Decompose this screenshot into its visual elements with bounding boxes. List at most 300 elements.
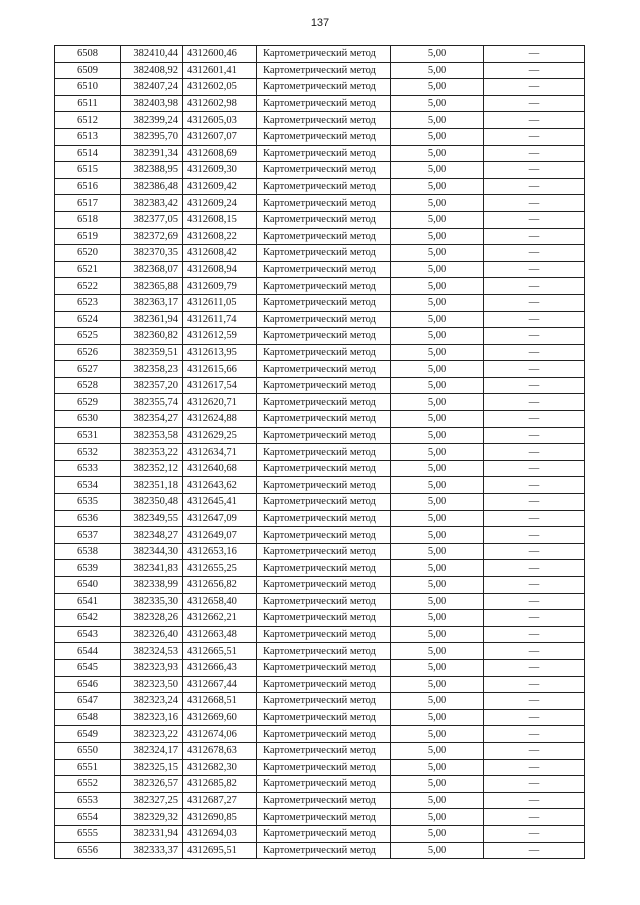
accuracy-cell: 5,00: [391, 162, 484, 179]
accuracy-cell: 5,00: [391, 278, 484, 295]
point-number-cell: 6527: [55, 361, 121, 378]
accuracy-cell: 5,00: [391, 693, 484, 710]
accuracy-cell: 5,00: [391, 577, 484, 594]
table-row: [55, 62, 585, 79]
table-row: [55, 726, 585, 743]
description-cell: —: [484, 577, 585, 594]
accuracy-cell: 5,00: [391, 128, 484, 145]
accuracy-cell: 5,00: [391, 444, 484, 461]
description-cell: —: [484, 494, 585, 511]
x-coordinate-cell: 382368,07: [121, 261, 183, 278]
y-coordinate-cell: 4312667,44: [183, 676, 257, 693]
method-cell: Картометрический метод: [257, 610, 391, 627]
accuracy-cell: 5,00: [391, 593, 484, 610]
point-number-cell: 6512: [55, 112, 121, 129]
table-row: [55, 361, 585, 378]
table-row: [55, 510, 585, 527]
y-coordinate-cell: 4312608,94: [183, 261, 257, 278]
x-coordinate-cell: 382323,50: [121, 676, 183, 693]
description-cell: —: [484, 792, 585, 809]
x-coordinate-cell: 382386,48: [121, 178, 183, 195]
method-cell: Картометрический метод: [257, 361, 391, 378]
description-cell: —: [484, 328, 585, 345]
point-number-cell: 6528: [55, 377, 121, 394]
x-coordinate-cell: 382395,70: [121, 128, 183, 145]
point-number-cell: 6515: [55, 162, 121, 179]
y-coordinate-cell: 4312607,07: [183, 128, 257, 145]
point-number-cell: 6552: [55, 776, 121, 793]
y-coordinate-cell: 4312608,15: [183, 211, 257, 228]
point-number-cell: 6553: [55, 792, 121, 809]
description-cell: —: [484, 112, 585, 129]
accuracy-cell: 5,00: [391, 245, 484, 262]
table-row: [55, 742, 585, 759]
x-coordinate-cell: 382355,74: [121, 394, 183, 411]
x-coordinate-cell: 382410,44: [121, 46, 183, 63]
page-number: 137: [310, 17, 330, 29]
accuracy-cell: 5,00: [391, 776, 484, 793]
accuracy-cell: 5,00: [391, 294, 484, 311]
table-row: [55, 693, 585, 710]
point-number-cell: 6554: [55, 809, 121, 826]
method-cell: Картометрический метод: [257, 460, 391, 477]
point-number-cell: 6543: [55, 626, 121, 643]
table-row: [55, 261, 585, 278]
description-cell: —: [484, 659, 585, 676]
method-cell: Картометрический метод: [257, 411, 391, 428]
y-coordinate-cell: 4312629,25: [183, 427, 257, 444]
table-row: [55, 294, 585, 311]
table-row: [55, 112, 585, 129]
y-coordinate-cell: 4312687,27: [183, 792, 257, 809]
y-coordinate-cell: 4312602,05: [183, 79, 257, 96]
point-number-cell: 6520: [55, 245, 121, 262]
x-coordinate-cell: 382323,24: [121, 693, 183, 710]
table-row: [55, 427, 585, 444]
method-cell: Картометрический метод: [257, 228, 391, 245]
description-cell: —: [484, 211, 585, 228]
accuracy-cell: 5,00: [391, 676, 484, 693]
accuracy-cell: 5,00: [391, 726, 484, 743]
accuracy-cell: 5,00: [391, 825, 484, 842]
accuracy-cell: 5,00: [391, 112, 484, 129]
accuracy-cell: 5,00: [391, 195, 484, 212]
y-coordinate-cell: 4312600,46: [183, 46, 257, 63]
x-coordinate-cell: 382365,88: [121, 278, 183, 295]
point-number-cell: 6541: [55, 593, 121, 610]
point-number-cell: 6518: [55, 211, 121, 228]
accuracy-cell: 5,00: [391, 311, 484, 328]
point-number-cell: 6530: [55, 411, 121, 428]
table-row: [55, 776, 585, 793]
point-number-cell: 6523: [55, 294, 121, 311]
y-coordinate-cell: 4312678,63: [183, 742, 257, 759]
y-coordinate-cell: 4312682,30: [183, 759, 257, 776]
method-cell: Картометрический метод: [257, 112, 391, 129]
y-coordinate-cell: 4312620,71: [183, 394, 257, 411]
y-coordinate-cell: 4312611,74: [183, 311, 257, 328]
description-cell: —: [484, 46, 585, 63]
y-coordinate-cell: 4312674,06: [183, 726, 257, 743]
point-number-cell: 6551: [55, 759, 121, 776]
y-coordinate-cell: 4312609,24: [183, 195, 257, 212]
method-cell: Картометрический метод: [257, 494, 391, 511]
table-row: [55, 79, 585, 96]
table-row: [55, 842, 585, 859]
description-cell: —: [484, 742, 585, 759]
accuracy-cell: 5,00: [391, 211, 484, 228]
point-number-cell: 6525: [55, 328, 121, 345]
method-cell: Картометрический метод: [257, 344, 391, 361]
description-cell: —: [484, 527, 585, 544]
point-number-cell: 6517: [55, 195, 121, 212]
point-number-cell: 6539: [55, 560, 121, 577]
method-cell: Картометрический метод: [257, 510, 391, 527]
point-number-cell: 6555: [55, 825, 121, 842]
method-cell: Картометрический метод: [257, 825, 391, 842]
method-cell: Картометрический метод: [257, 211, 391, 228]
table-row: [55, 211, 585, 228]
x-coordinate-cell: 382323,22: [121, 726, 183, 743]
table-row: [55, 411, 585, 428]
x-coordinate-cell: 382327,25: [121, 792, 183, 809]
table-row: [55, 577, 585, 594]
point-number-cell: 6521: [55, 261, 121, 278]
y-coordinate-cell: 4312617,54: [183, 377, 257, 394]
method-cell: Картометрический метод: [257, 79, 391, 96]
y-coordinate-cell: 4312609,79: [183, 278, 257, 295]
accuracy-cell: 5,00: [391, 178, 484, 195]
accuracy-cell: 5,00: [391, 79, 484, 96]
accuracy-cell: 5,00: [391, 228, 484, 245]
point-number-cell: 6537: [55, 527, 121, 544]
table-row: [55, 377, 585, 394]
point-number-cell: 6550: [55, 742, 121, 759]
x-coordinate-cell: 382383,42: [121, 195, 183, 212]
x-coordinate-cell: 382372,69: [121, 228, 183, 245]
method-cell: Картометрический метод: [257, 577, 391, 594]
x-coordinate-cell: 382357,20: [121, 377, 183, 394]
method-cell: Картометрический метод: [257, 294, 391, 311]
x-coordinate-cell: 382360,82: [121, 328, 183, 345]
x-coordinate-cell: 382350,48: [121, 494, 183, 511]
x-coordinate-cell: 382359,51: [121, 344, 183, 361]
table-row: [55, 626, 585, 643]
description-cell: —: [484, 178, 585, 195]
method-cell: Картометрический метод: [257, 427, 391, 444]
x-coordinate-cell: 382370,35: [121, 245, 183, 262]
method-cell: Картометрический метод: [257, 643, 391, 660]
y-coordinate-cell: 4312643,62: [183, 477, 257, 494]
y-coordinate-cell: 4312613,95: [183, 344, 257, 361]
table-body: [55, 46, 585, 859]
coordinates-table: [54, 45, 585, 859]
table-row: [55, 792, 585, 809]
table-row: [55, 145, 585, 162]
accuracy-cell: 5,00: [391, 610, 484, 627]
y-coordinate-cell: 4312608,69: [183, 145, 257, 162]
accuracy-cell: 5,00: [391, 759, 484, 776]
x-coordinate-cell: 382333,37: [121, 842, 183, 859]
x-coordinate-cell: 382361,94: [121, 311, 183, 328]
y-coordinate-cell: 4312663,48: [183, 626, 257, 643]
method-cell: Картометрический метод: [257, 776, 391, 793]
table-row: [55, 825, 585, 842]
accuracy-cell: 5,00: [391, 709, 484, 726]
accuracy-cell: 5,00: [391, 809, 484, 826]
y-coordinate-cell: 4312615,66: [183, 361, 257, 378]
table-row: [55, 178, 585, 195]
x-coordinate-cell: 382348,27: [121, 527, 183, 544]
accuracy-cell: 5,00: [391, 145, 484, 162]
point-number-cell: 6519: [55, 228, 121, 245]
y-coordinate-cell: 4312669,60: [183, 709, 257, 726]
method-cell: Картометрический метод: [257, 842, 391, 859]
table-row: [55, 709, 585, 726]
point-number-cell: 6544: [55, 643, 121, 660]
description-cell: —: [484, 709, 585, 726]
method-cell: Картометрический метод: [257, 178, 391, 195]
x-coordinate-cell: 382324,53: [121, 643, 183, 660]
y-coordinate-cell: 4312694,03: [183, 825, 257, 842]
accuracy-cell: 5,00: [391, 560, 484, 577]
x-coordinate-cell: 382388,95: [121, 162, 183, 179]
description-cell: —: [484, 825, 585, 842]
accuracy-cell: 5,00: [391, 477, 484, 494]
x-coordinate-cell: 382352,12: [121, 460, 183, 477]
point-number-cell: 6542: [55, 610, 121, 627]
method-cell: Картометрический метод: [257, 444, 391, 461]
y-coordinate-cell: 4312612,59: [183, 328, 257, 345]
point-number-cell: 6526: [55, 344, 121, 361]
point-number-cell: 6549: [55, 726, 121, 743]
y-coordinate-cell: 4312611,05: [183, 294, 257, 311]
point-number-cell: 6514: [55, 145, 121, 162]
method-cell: Картометрический метод: [257, 311, 391, 328]
description-cell: —: [484, 560, 585, 577]
accuracy-cell: 5,00: [391, 377, 484, 394]
accuracy-cell: 5,00: [391, 626, 484, 643]
y-coordinate-cell: 4312656,82: [183, 577, 257, 594]
accuracy-cell: 5,00: [391, 792, 484, 809]
y-coordinate-cell: 4312653,16: [183, 543, 257, 560]
method-cell: Картометрический метод: [257, 527, 391, 544]
point-number-cell: 6522: [55, 278, 121, 295]
table-row: [55, 560, 585, 577]
description-cell: —: [484, 95, 585, 112]
y-coordinate-cell: 4312685,82: [183, 776, 257, 793]
method-cell: Картометрический метод: [257, 593, 391, 610]
x-coordinate-cell: 382335,30: [121, 593, 183, 610]
accuracy-cell: 5,00: [391, 427, 484, 444]
point-number-cell: 6540: [55, 577, 121, 594]
table-row: [55, 676, 585, 693]
method-cell: Картометрический метод: [257, 693, 391, 710]
method-cell: Картометрический метод: [257, 62, 391, 79]
method-cell: Картометрический метод: [257, 726, 391, 743]
method-cell: Картометрический метод: [257, 394, 391, 411]
table-row: [55, 311, 585, 328]
x-coordinate-cell: 382329,32: [121, 809, 183, 826]
description-cell: —: [484, 460, 585, 477]
y-coordinate-cell: 4312668,51: [183, 693, 257, 710]
x-coordinate-cell: 382408,92: [121, 62, 183, 79]
table-row: [55, 228, 585, 245]
description-cell: —: [484, 79, 585, 96]
y-coordinate-cell: 4312624,88: [183, 411, 257, 428]
table-row: [55, 610, 585, 627]
description-cell: —: [484, 626, 585, 643]
accuracy-cell: 5,00: [391, 494, 484, 511]
description-cell: —: [484, 676, 585, 693]
description-cell: —: [484, 294, 585, 311]
point-number-cell: 6508: [55, 46, 121, 63]
x-coordinate-cell: 382323,93: [121, 659, 183, 676]
method-cell: Картометрический метод: [257, 328, 391, 345]
accuracy-cell: 5,00: [391, 742, 484, 759]
method-cell: Картометрический метод: [257, 742, 391, 759]
method-cell: Картометрический метод: [257, 278, 391, 295]
x-coordinate-cell: 382324,17: [121, 742, 183, 759]
point-number-cell: 6547: [55, 693, 121, 710]
y-coordinate-cell: 4312609,42: [183, 178, 257, 195]
x-coordinate-cell: 382344,30: [121, 543, 183, 560]
table-row: [55, 394, 585, 411]
point-number-cell: 6548: [55, 709, 121, 726]
description-cell: —: [484, 311, 585, 328]
x-coordinate-cell: 382326,57: [121, 776, 183, 793]
description-cell: —: [484, 444, 585, 461]
table-row: [55, 46, 585, 63]
table-row: [55, 494, 585, 511]
x-coordinate-cell: 382407,24: [121, 79, 183, 96]
x-coordinate-cell: 382353,22: [121, 444, 183, 461]
accuracy-cell: 5,00: [391, 842, 484, 859]
method-cell: Картометрический метод: [257, 195, 391, 212]
method-cell: Картометрический метод: [257, 709, 391, 726]
accuracy-cell: 5,00: [391, 527, 484, 544]
accuracy-cell: 5,00: [391, 344, 484, 361]
accuracy-cell: 5,00: [391, 460, 484, 477]
table-row: [55, 643, 585, 660]
method-cell: Картометрический метод: [257, 46, 391, 63]
point-number-cell: 6533: [55, 460, 121, 477]
description-cell: —: [484, 261, 585, 278]
x-coordinate-cell: 382351,18: [121, 477, 183, 494]
y-coordinate-cell: 4312695,51: [183, 842, 257, 859]
table-row: [55, 659, 585, 676]
description-cell: —: [484, 842, 585, 859]
y-coordinate-cell: 4312605,03: [183, 112, 257, 129]
accuracy-cell: 5,00: [391, 543, 484, 560]
x-coordinate-cell: 382354,27: [121, 411, 183, 428]
point-number-cell: 6511: [55, 95, 121, 112]
method-cell: Картометрический метод: [257, 477, 391, 494]
description-cell: —: [484, 427, 585, 444]
y-coordinate-cell: 4312658,40: [183, 593, 257, 610]
point-number-cell: 6529: [55, 394, 121, 411]
point-number-cell: 6546: [55, 676, 121, 693]
point-number-cell: 6524: [55, 311, 121, 328]
table-row: [55, 543, 585, 560]
y-coordinate-cell: 4312662,21: [183, 610, 257, 627]
x-coordinate-cell: 382326,40: [121, 626, 183, 643]
method-cell: Картометрический метод: [257, 95, 391, 112]
method-cell: Картометрический метод: [257, 676, 391, 693]
method-cell: Картометрический метод: [257, 145, 391, 162]
x-coordinate-cell: 382328,26: [121, 610, 183, 627]
point-number-cell: 6531: [55, 427, 121, 444]
y-coordinate-cell: 4312602,98: [183, 95, 257, 112]
y-coordinate-cell: 4312647,09: [183, 510, 257, 527]
description-cell: —: [484, 145, 585, 162]
method-cell: Картометрический метод: [257, 659, 391, 676]
accuracy-cell: 5,00: [391, 659, 484, 676]
x-coordinate-cell: 382323,16: [121, 709, 183, 726]
table-row: [55, 809, 585, 826]
y-coordinate-cell: 4312608,42: [183, 245, 257, 262]
description-cell: —: [484, 809, 585, 826]
description-cell: —: [484, 776, 585, 793]
description-cell: —: [484, 643, 585, 660]
method-cell: Картометрический метод: [257, 792, 391, 809]
y-coordinate-cell: 4312690,85: [183, 809, 257, 826]
y-coordinate-cell: 4312601,41: [183, 62, 257, 79]
x-coordinate-cell: 382363,17: [121, 294, 183, 311]
y-coordinate-cell: 4312645,41: [183, 494, 257, 511]
table-row: [55, 593, 585, 610]
method-cell: Картометрический метод: [257, 543, 391, 560]
description-cell: —: [484, 128, 585, 145]
point-number-cell: 6535: [55, 494, 121, 511]
table-row: [55, 278, 585, 295]
description-cell: —: [484, 593, 585, 610]
table-row: [55, 162, 585, 179]
point-number-cell: 6545: [55, 659, 121, 676]
x-coordinate-cell: 382353,58: [121, 427, 183, 444]
table-row: [55, 444, 585, 461]
x-coordinate-cell: 382338,99: [121, 577, 183, 594]
point-number-cell: 6510: [55, 79, 121, 96]
x-coordinate-cell: 382349,55: [121, 510, 183, 527]
method-cell: Картометрический метод: [257, 245, 391, 262]
description-cell: —: [484, 344, 585, 361]
accuracy-cell: 5,00: [391, 510, 484, 527]
table-row: [55, 477, 585, 494]
x-coordinate-cell: 382341,83: [121, 560, 183, 577]
table-row: [55, 344, 585, 361]
table-row: [55, 527, 585, 544]
x-coordinate-cell: 382358,23: [121, 361, 183, 378]
y-coordinate-cell: 4312649,07: [183, 527, 257, 544]
x-coordinate-cell: 382399,24: [121, 112, 183, 129]
x-coordinate-cell: 382391,34: [121, 145, 183, 162]
description-cell: —: [484, 377, 585, 394]
description-cell: —: [484, 195, 585, 212]
point-number-cell: 6509: [55, 62, 121, 79]
y-coordinate-cell: 4312609,30: [183, 162, 257, 179]
description-cell: —: [484, 693, 585, 710]
description-cell: —: [484, 726, 585, 743]
y-coordinate-cell: 4312666,43: [183, 659, 257, 676]
method-cell: Картометрический метод: [257, 162, 391, 179]
point-number-cell: 6534: [55, 477, 121, 494]
x-coordinate-cell: 382403,98: [121, 95, 183, 112]
accuracy-cell: 5,00: [391, 95, 484, 112]
table-row: [55, 128, 585, 145]
description-cell: —: [484, 394, 585, 411]
description-cell: —: [484, 610, 585, 627]
